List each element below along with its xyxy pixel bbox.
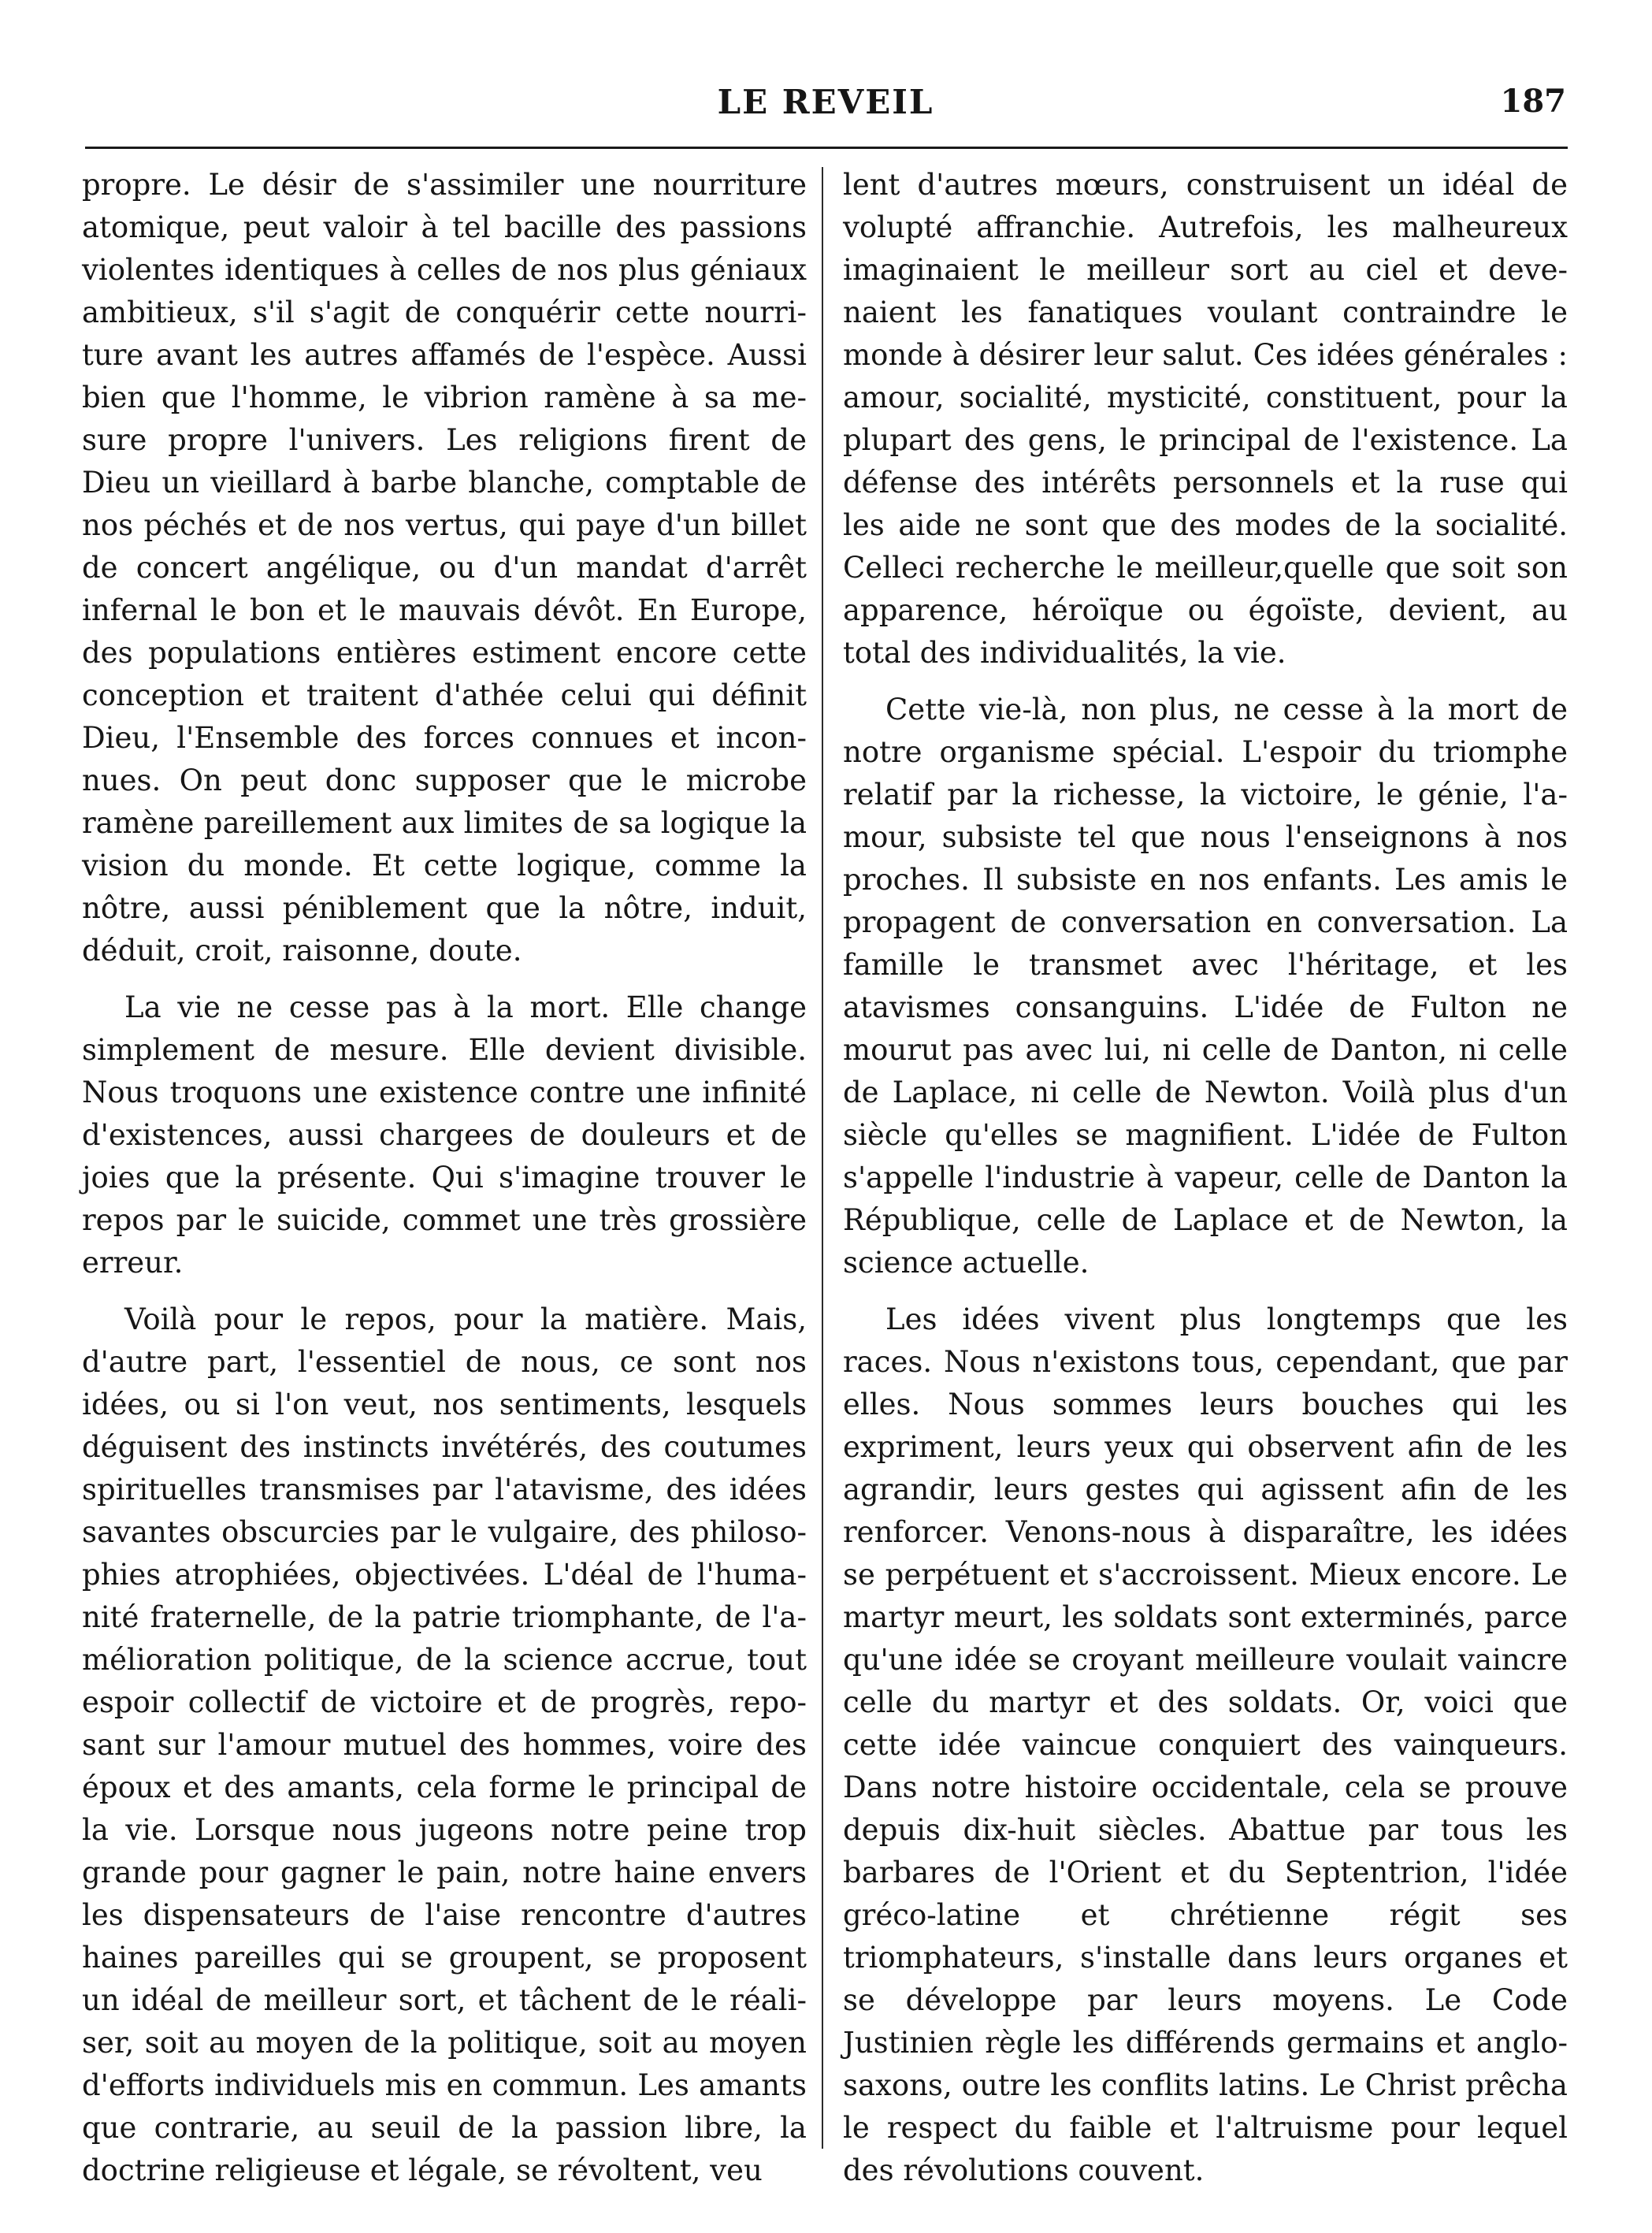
paragraph-left-1: propre. Le désir de s'assimiler une nourriture atomique, peut valoir à tel bacille des passions violentes identiques à celles de nos plus géniaux ambitieux, s'il s'agit de conquérir cette nourriture avant les autres affamés de l'espèce. Aussi bien que l'homme, le vibrion ramène à sa mesure propre l'univers. Les religions firent de Dieu un vieillard à barbe blanche, comptable de nos péchés et de nos vertus, qui paye d'un billet de concert angélique, ou d'un mandat d'arrêt infernal le bon et le mauvais dévôt. En Europe, des populations entières estiment encore cette conception et traitent d'athée celui qui définit Dieu, l'Ensemble des forces connues et inconnues. On peut donc supposer que le microbe ramène pareillement aux limites de sa logique la vision du monde. Et cette logique, comme la nôtre, aussi péniblement que la nôtre, induit, déduit, croit, raisonne, doute. [82, 168, 807, 968]
paragraph-right-3: Les idées vivent plus longtemps que les races. Nous n'existons tous, cependant, que par elles. Nous sommes leurs bouches qui les expriment, leurs yeux qui observent afin de les agrandir, leurs gestes qui agissent afin de les renforcer. Venons-nous à disparaître, les idées se perpétuent et s'accroissent. Mieux encore. Le martyr meurt, les soldats sont exterminés, parce qu'une idée se croyant meilleure voulait vaincre celle du martyr et des soldats. Or, voici que cette idée vaincue conquiert des vainqueurs. Dans notre histoire occidentale, cela se prouve depuis dix-huit siècles. Abattue par tous les barbares de l'Orient et du Septentrion, l'idée gréco-latine et chrétienne régit ses triomphateurs, s'installe dans leurs organes et se développe par leurs moyens. Le Code Justinien règle les différends germains et anglo-saxons, outre les conflits latins. Le Christ prêcha le respect du faible et l'altruisme pour lequel des révolutions couvent. [843, 1302, 1568, 2187]
paragraph-right-1: lent d'autres mœurs, construisent un idéal de volupté affranchie. Autrefois, les malheureux imaginaient le meilleur sort au ciel et devenaient les fanatiques voulant contraindre le monde à désirer leur salut. Ces idées générales : amour, socialité, mysticité, constituent, pour la plupart des gens, le principal de l'existence. La défense des intérêts personnels et la ruse qui les aide ne sont que des modes de la socialité. Celleci recherche le meilleur,quelle que soit son apparence, héroïque ou égoïste, devient, au total des individualités, la vie. [843, 168, 1568, 670]
left-column [82, 164, 807, 2206]
page-number: 187 [1500, 83, 1566, 120]
paragraph-right-2: Cette vie-là, non plus, ne cesse à la mort de notre organisme spécial. L'espoir du triomphe relatif par la richesse, la victoire, le génie, l'amour, subsiste tel que nous l'enseignons à nos proches. Il subsiste en nos enfants. Les amis le propagent de conversation en conversation. La famille le transmet avec l'héritage, et les atavismes consanguins. L'idée de Fulton ne mourut pas avec lui, ni celle de Danton, ni celle de Laplace, ni celle de Newton. Voilà plus d'un siècle qu'elles se magnifient. L'idée de Fulton s'appelle l'industrie à vapeur, celle de Danton la République, celle de Laplace et de Newton, la science actuelle. [843, 693, 1568, 1280]
running-title: LE REVEIL [717, 83, 934, 121]
paragraph-left-2: La vie ne cesse pas à la mort. Elle change simplement de mesure. Elle devient divisible. Nous troquons une existence contre une infinité d'existences, aussi chargees de douleurs et de joies que la présente. Qui s'imagine trouver le repos par le suicide, commet une très grossière erreur. [82, 990, 807, 1280]
paragraph-left-3: Voilà pour le repos, pour la matière. Mais, d'autre part, l'essentiel de nous, ce sont nos idées, ou si l'on veut, nos sentiments, lesquels déguisent des instincts invétérés, des coutumes spirituelles transmises par l'atavisme, des idées savantes obscurcies par le vulgaire, des philosophies atrophiées, objectivées. L'déal de l'humanité fraternelle, de la patrie triomphante, de l'amélioration politique, de la science accrue, tout espoir collectif de victoire et de progrès, reposant sur l'amour mutuel des hommes, voire des époux et des amants, cela forme le principal de la vie. Lorsque nous jugeons notre peine trop grande pour gagner le pain, notre haine envers les dispensateurs de l'aise rencontre d'autres haines pareilles qui se groupent, se proposent un idéal de meilleur sort, et tâchent de le réaliser, soit au moyen de la politique, soit au moyen d'efforts individuels mis en commun. Les amants que contrarie, au seuil de la passion libre, la doctrine religieuse et légale, se révoltent, veu [82, 1302, 807, 2187]
right-column [843, 164, 1568, 2206]
column-rule [822, 167, 823, 2149]
running-head [85, 75, 1566, 130]
header-rule [85, 147, 1568, 149]
